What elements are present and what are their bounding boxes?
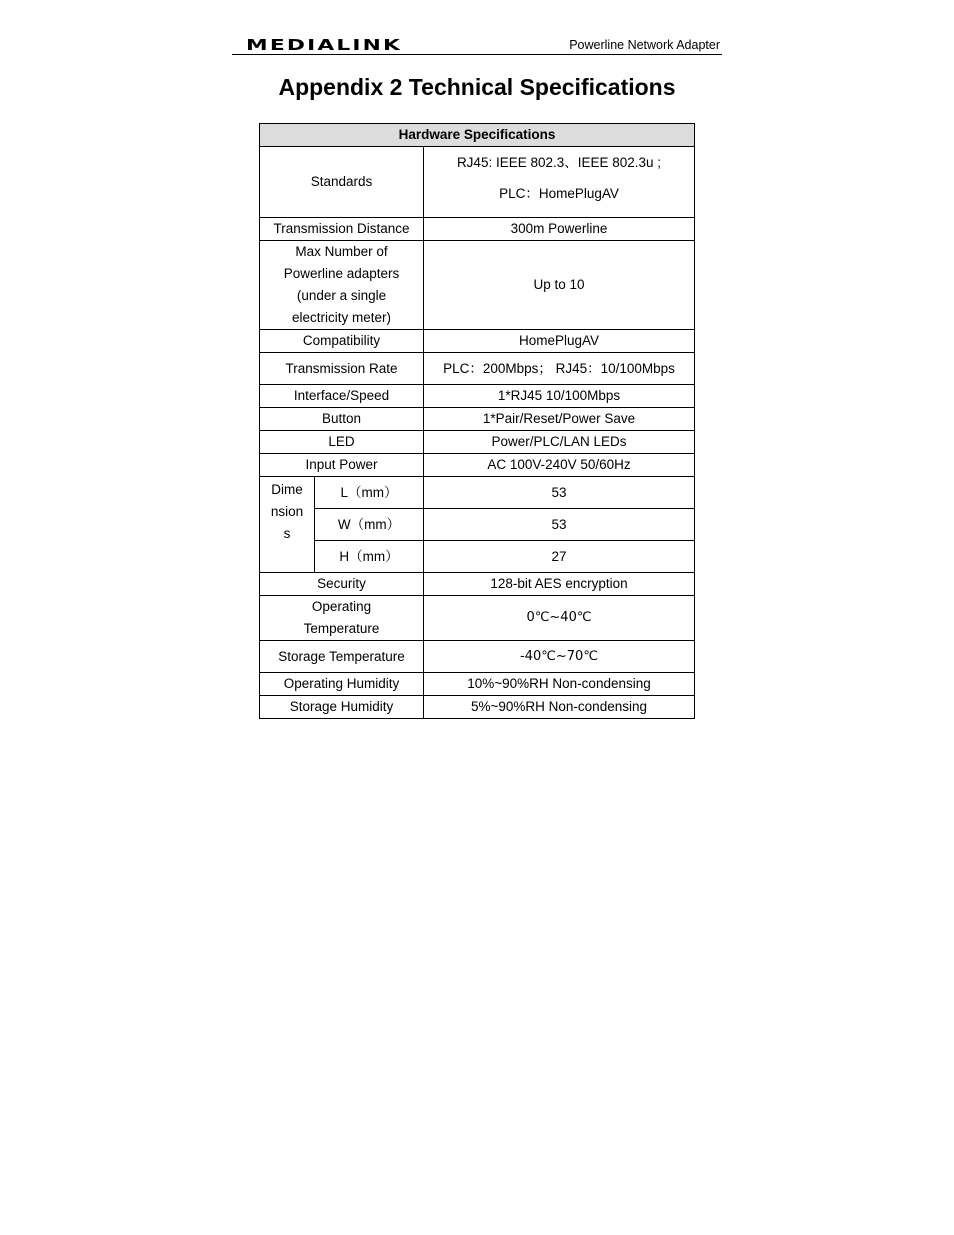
label-line: s [283,526,291,541]
table-row [260,641,695,673]
standards-line-1: RJ45: IEEE 802.3、IEEE 802.3u ; [456,155,662,170]
table-row [260,218,695,241]
running-title: Powerline Network Adapter [569,38,720,52]
table-row [260,408,695,431]
table-heading: Hardware Specifications [260,124,695,147]
spec-value: HomePlugAV [424,330,695,353]
table-row [260,147,695,218]
table-row [260,541,695,573]
page-header [232,34,722,55]
spec-label: Storage Humidity [260,696,424,719]
spec-value: 300m Powerline [424,218,695,241]
label-line: (under a single [296,288,387,303]
table-row [260,353,695,385]
spec-label: Storage Temperature [260,641,424,673]
spec-value: 128-bit AES encryption [424,573,695,596]
spec-label: Compatibility [260,330,424,353]
spec-label: Interface/Speed [260,385,424,408]
label-line: electricity meter) [291,310,391,325]
table-header-row [260,124,695,147]
spec-label: Transmission Rate [260,353,424,385]
spec-label: Security [260,573,424,596]
spec-value: 27 [424,541,695,573]
spec-value: 1*Pair/Reset/Power Save [424,408,695,431]
label-line: Powerline adapters [283,266,400,281]
spec-label: Operating Humidity [260,673,424,696]
table-row [260,477,695,509]
table-row [260,385,695,408]
spec-value: PLC：200Mbps； RJ45：10/100Mbps [424,353,695,385]
spec-value: -40℃~70℃ [424,641,695,673]
spec-value: 1*RJ45 10/100Mbps [424,385,695,408]
table-row [260,696,695,719]
table-row [260,509,695,541]
spec-value: 53 [424,509,695,541]
spec-value: Power/PLC/LAN LEDs [424,431,695,454]
spec-value: 0℃~40℃ [424,596,695,641]
label-line: Max Number of [295,244,388,259]
standards-line-2: PLC：HomePlugAV [499,186,619,201]
table-row [260,241,695,330]
label-line: Temperature [303,621,380,636]
spec-value: AC 100V-240V 50/60Hz [424,454,695,477]
medialink-logo: MEDIALINK [246,36,403,54]
table-row [260,431,695,454]
dimensions-label [260,477,315,573]
spec-label [260,241,424,330]
hardware-spec-table [259,123,695,719]
spec-label: LED [260,431,424,454]
spec-label: Transmission Distance [260,218,424,241]
spec-label: Input Power [260,454,424,477]
table-row [260,596,695,641]
table-row [260,673,695,696]
spec-value: 10%~90%RH Non-condensing [424,673,695,696]
table-row [260,330,695,353]
dimension-label-w: W（mm） [315,509,424,541]
page-title: Appendix 2 Technical Specifications [278,74,676,100]
spec-label: Standards [260,147,424,218]
spec-value [424,147,695,218]
dimension-label-l: L（mm） [315,477,424,509]
spec-value: Up to 10 [424,241,695,330]
spec-value: 53 [424,477,695,509]
label-line: nsion [270,504,304,519]
table-row [260,573,695,596]
table-row [260,454,695,477]
label-line: Dime [271,482,303,497]
dimension-label-h: H（mm） [315,541,424,573]
spec-value: 5%~90%RH Non-condensing [424,696,695,719]
spec-label [260,596,424,641]
spec-label: Button [260,408,424,431]
label-line: Operating [311,599,372,614]
